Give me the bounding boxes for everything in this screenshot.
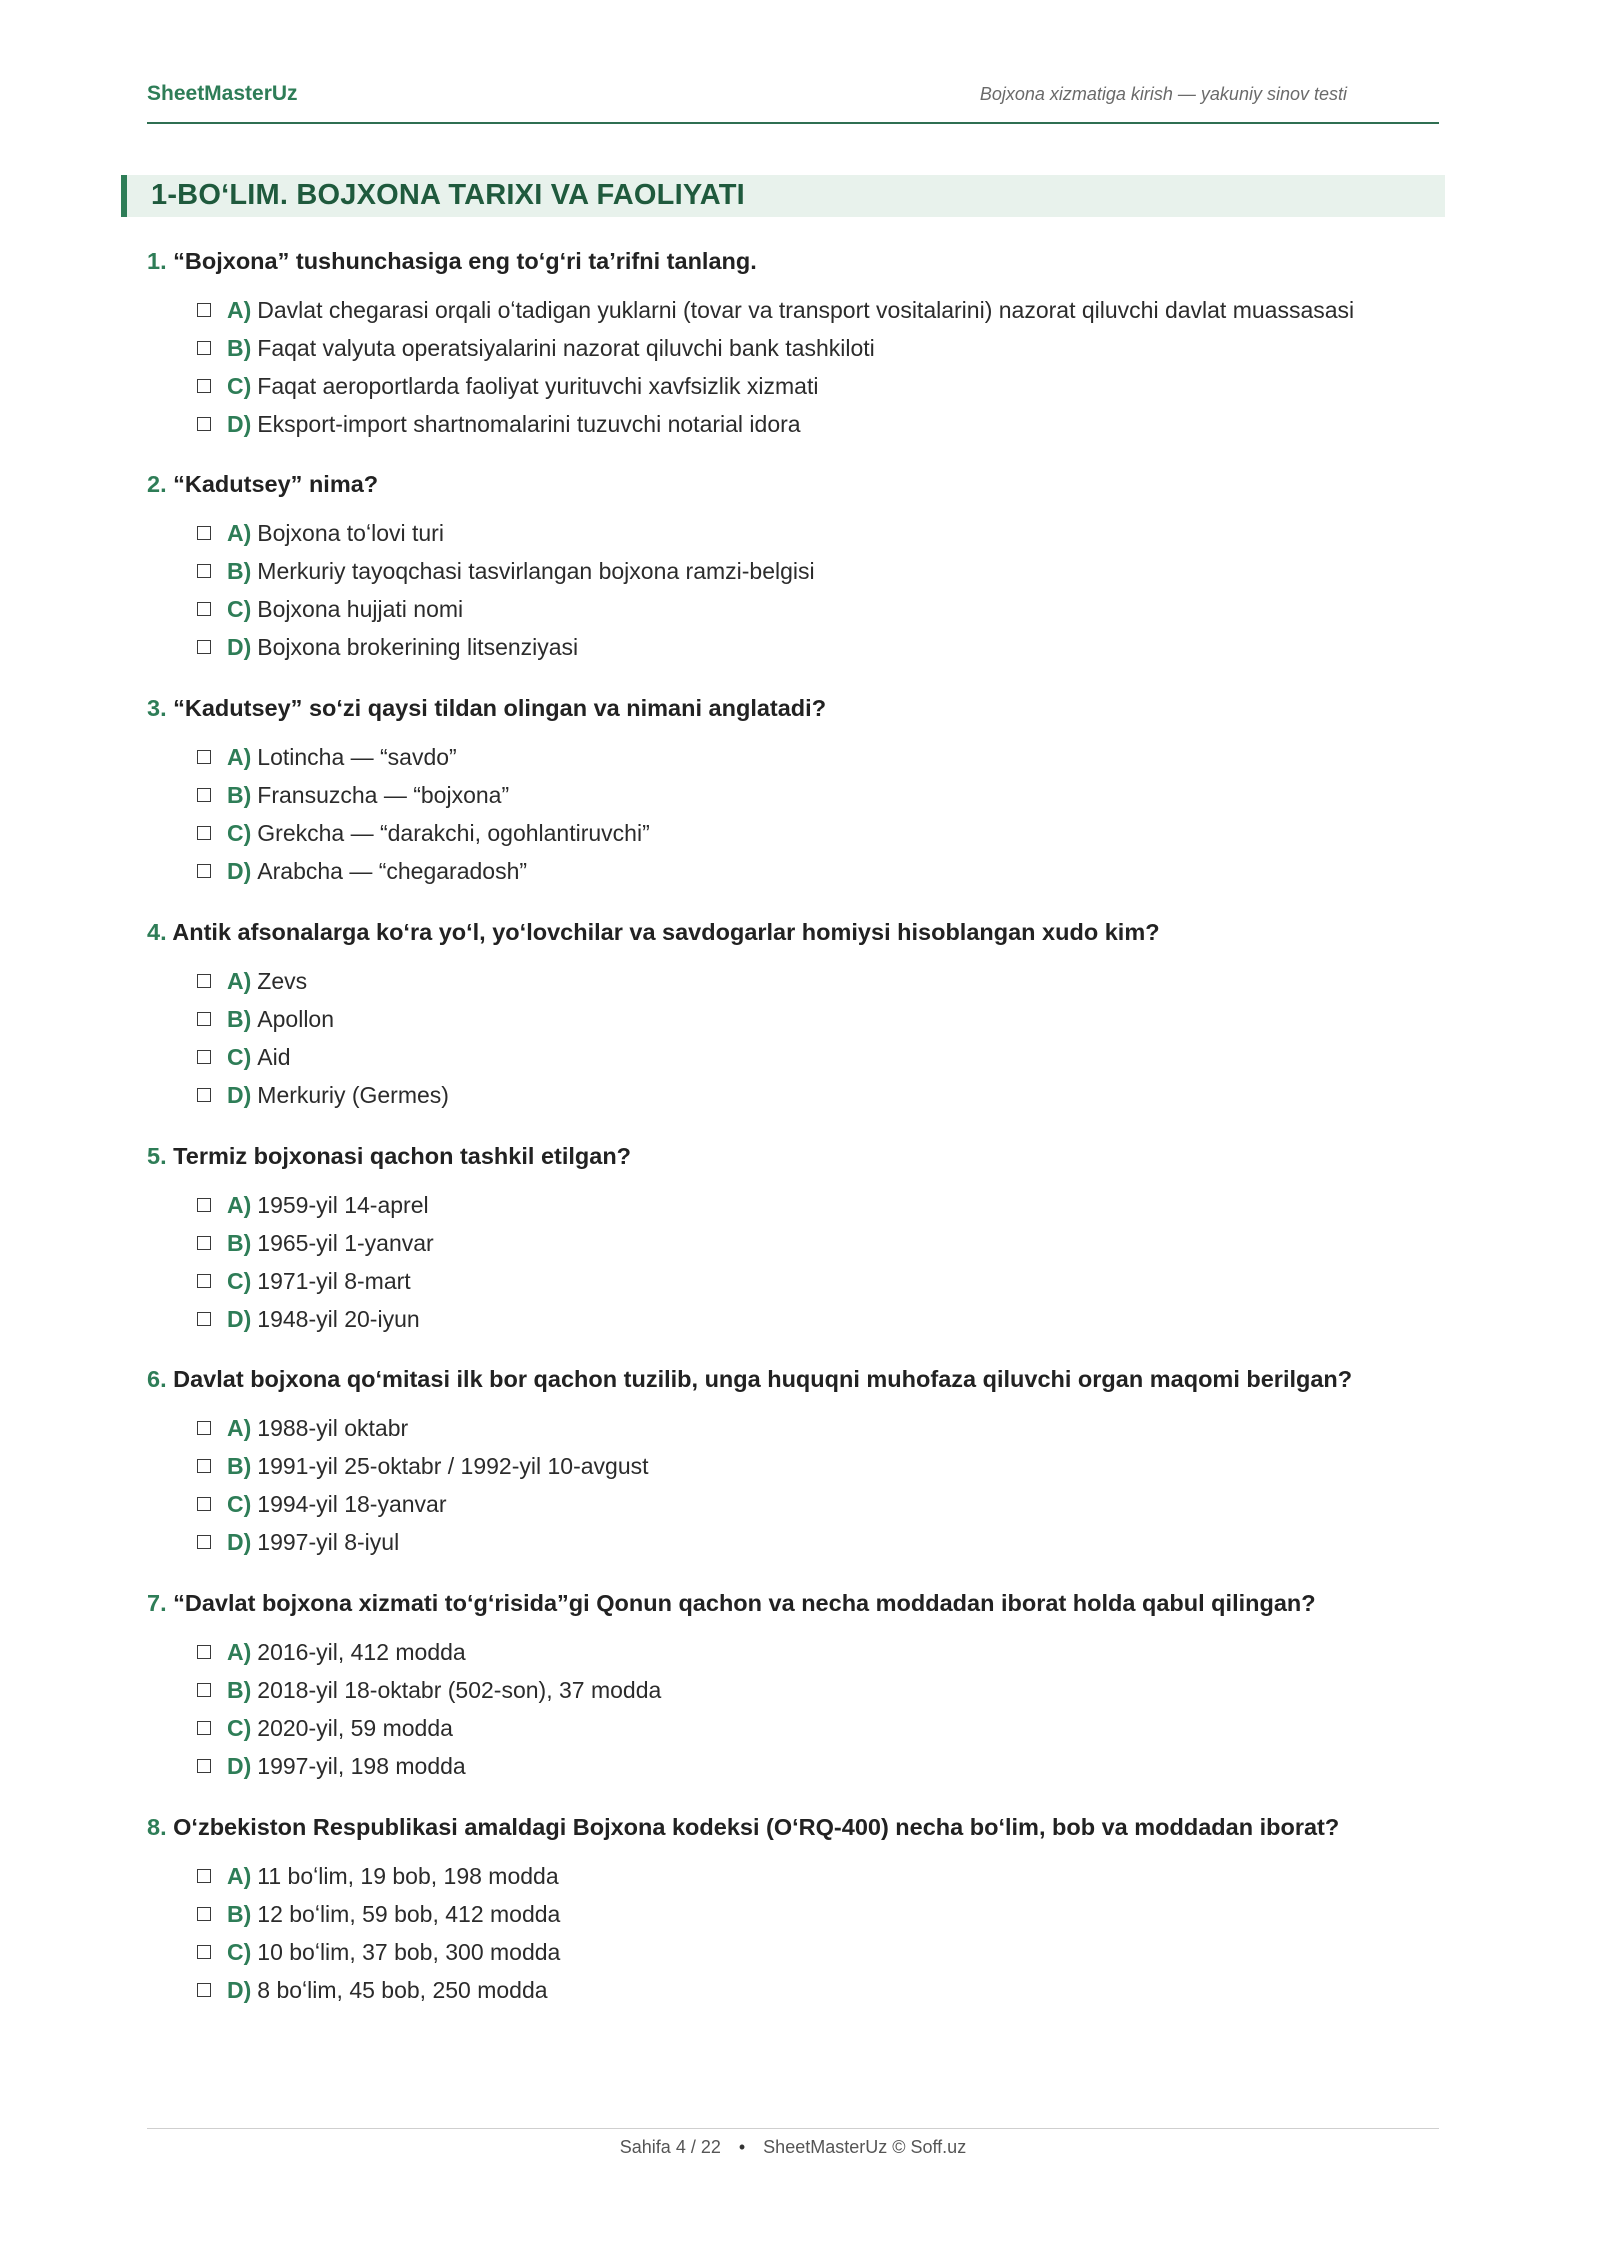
answer-option[interactable] <box>197 1895 1439 1933</box>
answer-options <box>147 514 1439 666</box>
question-title <box>147 692 1439 724</box>
option-letter: A) <box>227 1639 252 1665</box>
question-title <box>147 468 1439 500</box>
answer-options <box>147 1409 1439 1561</box>
question-number: 4. <box>147 919 167 945</box>
option-letter: B) <box>227 1677 252 1703</box>
option-text: 1965-yil 1-yanvar <box>257 1230 434 1256</box>
option-text: 1991-yil 25-oktabr / 1992-yil 10-avgust <box>257 1453 649 1479</box>
option-text: 11 boʻlim, 19 bob, 198 modda <box>257 1863 559 1889</box>
answer-option[interactable] <box>197 1933 1439 1971</box>
question-number: 2. <box>147 471 167 497</box>
option-text: 1959-yil 14-aprel <box>257 1192 429 1218</box>
option-letter: D) <box>227 1306 252 1332</box>
section-heading <box>121 175 1445 217</box>
checkbox[interactable] <box>197 303 211 317</box>
question-title <box>147 1140 1439 1172</box>
brand-name: SheetMasterUz <box>147 82 298 105</box>
checkbox[interactable] <box>197 640 211 654</box>
answer-option[interactable] <box>197 1747 1439 1785</box>
option-letter: C) <box>227 596 252 622</box>
option-text: 8 boʻlim, 45 bob, 250 modda <box>257 1977 548 2003</box>
question-number: 1. <box>147 248 167 274</box>
answer-option[interactable] <box>197 776 1439 814</box>
option-letter: D) <box>227 858 252 884</box>
option-letter: A) <box>227 520 252 546</box>
checkbox[interactable] <box>197 974 211 988</box>
answer-option[interactable] <box>197 1038 1439 1076</box>
option-letter: D) <box>227 1529 252 1555</box>
checkbox[interactable] <box>197 1945 211 1959</box>
option-text: 12 boʻlim, 59 bob, 412 modda <box>257 1901 561 1927</box>
option-letter: D) <box>227 1082 252 1108</box>
answer-option[interactable] <box>197 1523 1439 1561</box>
option-letter: B) <box>227 558 252 584</box>
answer-option[interactable] <box>197 1000 1439 1038</box>
answer-option[interactable] <box>197 1262 1439 1300</box>
option-letter: B) <box>227 1901 252 1927</box>
checkbox[interactable] <box>197 1759 211 1773</box>
checkbox[interactable] <box>197 1535 211 1549</box>
option-text: Apollon <box>257 1006 335 1032</box>
option-letter: B) <box>227 782 252 808</box>
question-text: Termiz bojxonasi qachon tashkil etilgan? <box>173 1143 632 1169</box>
option-letter: C) <box>227 1491 252 1517</box>
checkbox[interactable] <box>197 788 211 802</box>
answer-option[interactable] <box>197 367 1439 405</box>
answer-options <box>147 291 1439 443</box>
option-text: 10 boʻlim, 37 bob, 300 modda <box>257 1939 561 1965</box>
option-text: Merkuriy (Germes) <box>257 1082 449 1108</box>
question-title <box>147 245 1439 277</box>
option-letter: C) <box>227 1939 252 1965</box>
checkbox[interactable] <box>197 864 211 878</box>
answer-options <box>147 962 1439 1114</box>
question-8 <box>147 1811 1439 2009</box>
question-7 <box>147 1587 1439 1785</box>
checkbox[interactable] <box>197 1236 211 1250</box>
checkbox[interactable] <box>197 564 211 578</box>
option-text: 1971-yil 8-mart <box>257 1268 411 1294</box>
option-text: Davlat chegarasi orqali oʻtadigan yuklarni (tovar va transport vositalarini) nazorat qiluvchi davlat muassasasi <box>257 297 1355 323</box>
question-text: “Kadutsey” soʻzi qaysi tildan olingan va nimani anglatadi? <box>173 695 827 721</box>
option-text: Fransuzcha — “bojxona” <box>257 782 510 808</box>
question-text: Oʻzbekiston Respublikasi amaldagi Bojxona kodeksi (OʻRQ-400) necha boʻlim, bob va moddadan iborat? <box>173 1814 1340 1840</box>
answer-option[interactable] <box>197 1485 1439 1523</box>
answer-option[interactable] <box>197 814 1439 852</box>
option-text: Lotincha — “savdo” <box>257 744 457 770</box>
option-text: Merkuriy tayoqchasi tasvirlangan bojxona ramzi-belgisi <box>257 558 815 584</box>
page-footer <box>147 2137 1439 2158</box>
checkbox[interactable] <box>197 417 211 431</box>
option-text: Eksport-import shartnomalarini tuzuvchi notarial idora <box>257 411 801 437</box>
option-letter: C) <box>227 1715 252 1741</box>
checkbox[interactable] <box>197 1683 211 1697</box>
answer-option[interactable] <box>197 1076 1439 1114</box>
checkbox[interactable] <box>197 379 211 393</box>
question-5 <box>147 1140 1439 1338</box>
option-letter: C) <box>227 373 252 399</box>
checkbox[interactable] <box>197 1421 211 1435</box>
option-letter: A) <box>227 744 252 770</box>
option-text: Faqat aeroportlarda faoliyat yurituvchi xavfsizlik xizmati <box>257 373 819 399</box>
checkbox[interactable] <box>197 341 211 355</box>
question-number: 7. <box>147 1590 167 1616</box>
checkbox[interactable] <box>197 1198 211 1212</box>
option-letter: D) <box>227 411 252 437</box>
answer-option[interactable] <box>197 590 1439 628</box>
answer-option[interactable] <box>197 628 1439 666</box>
option-letter: A) <box>227 1192 252 1218</box>
option-text: Zevs <box>257 968 308 994</box>
checkbox[interactable] <box>197 526 211 540</box>
question-text: Antik afsonalarga koʻra yoʻl, yoʻlovchilar va savdogarlar homiysi hisoblangan xudo kim? <box>172 919 1160 945</box>
checkbox[interactable] <box>197 826 211 840</box>
answer-option[interactable] <box>197 852 1439 890</box>
option-letter: A) <box>227 1415 252 1441</box>
answer-option[interactable] <box>197 962 1439 1000</box>
question-text: “Davlat bojxona xizmati toʻgʻrisida”gi Qonun qachon va necha moddadan iborat holda qabul qilingan? <box>173 1590 1316 1616</box>
answer-option[interactable] <box>197 1671 1439 1709</box>
section-title: 1-BOʻLIM. BOJXONA TARIXI VA FAOLIYATI <box>151 179 745 211</box>
option-letter: D) <box>227 1977 252 2003</box>
answer-option[interactable] <box>197 1300 1439 1338</box>
checkbox[interactable] <box>197 750 211 764</box>
question-number: 5. <box>147 1143 167 1169</box>
option-text: 1997-yil, 198 modda <box>257 1753 466 1779</box>
checkbox[interactable] <box>197 1983 211 1997</box>
option-text: Grekcha — “darakchi, ogohlantiruvchi” <box>257 820 650 846</box>
option-letter: B) <box>227 1230 252 1256</box>
checkbox[interactable] <box>197 1050 211 1064</box>
option-letter: D) <box>227 634 252 660</box>
answer-option[interactable] <box>197 738 1439 776</box>
question-title <box>147 1363 1439 1395</box>
checkbox[interactable] <box>197 1721 211 1735</box>
question-6 <box>147 1363 1439 1561</box>
answer-option[interactable] <box>197 1857 1439 1895</box>
checkbox[interactable] <box>197 1012 211 1026</box>
option-text: 1948-yil 20-iyun <box>257 1306 420 1332</box>
option-letter: B) <box>227 1006 252 1032</box>
answer-option[interactable] <box>197 1186 1439 1224</box>
answer-option[interactable] <box>197 1633 1439 1671</box>
question-text: “Kadutsey” nima? <box>173 471 379 497</box>
checkbox[interactable] <box>197 1459 211 1473</box>
document-page <box>147 0 1439 2262</box>
option-letter: C) <box>227 1044 252 1070</box>
checkbox[interactable] <box>197 602 211 616</box>
question-text: Davlat bojxona qoʻmitasi ilk bor qachon tuzilib, unga huquqni muhofaza qiluvchi organ maqomi berilgan? <box>173 1366 1353 1392</box>
question-1 <box>147 245 1439 443</box>
option-text: Bojxona brokerining litsenziyasi <box>257 634 579 660</box>
footer-copyright: SheetMasterUz © Soff.uz <box>763 2137 967 2157</box>
option-text: 2018-yil 18-oktabr (502-son), 37 modda <box>257 1677 662 1703</box>
question-title <box>147 1587 1439 1619</box>
question-4 <box>147 916 1439 1114</box>
option-text: Aid <box>257 1044 291 1070</box>
checkbox[interactable] <box>197 1088 211 1102</box>
answer-option[interactable] <box>197 1709 1439 1747</box>
checkbox[interactable] <box>197 1907 211 1921</box>
option-letter: B) <box>227 335 252 361</box>
question-title <box>147 1811 1439 1843</box>
question-number: 8. <box>147 1814 167 1840</box>
option-text: 2020-yil, 59 modda <box>257 1715 453 1741</box>
answer-option[interactable] <box>197 1971 1439 2009</box>
answer-option[interactable] <box>197 1224 1439 1262</box>
question-number: 3. <box>147 695 167 721</box>
answer-options <box>147 1186 1439 1338</box>
option-letter: A) <box>227 297 252 323</box>
answer-option[interactable] <box>197 291 1439 329</box>
checkbox[interactable] <box>197 1645 211 1659</box>
document-title: Bojxona xizmatiga kirish — yakuniy sinov testi <box>979 84 1347 104</box>
answer-option[interactable] <box>197 1447 1439 1485</box>
question-text: “Bojxona” tushunchasiga eng toʻgʻri taʼrifni tanlang. <box>173 248 757 274</box>
option-letter: C) <box>227 820 252 846</box>
answer-option[interactable] <box>197 1409 1439 1447</box>
question-2 <box>147 468 1439 666</box>
option-text: 2016-yil, 412 modda <box>257 1639 466 1665</box>
page-header <box>147 78 1439 124</box>
answer-options <box>147 1857 1439 2009</box>
option-letter: A) <box>227 1863 252 1889</box>
answer-options <box>147 738 1439 890</box>
option-text: 1988-yil oktabr <box>257 1415 409 1441</box>
option-letter: D) <box>227 1753 252 1779</box>
question-number: 6. <box>147 1366 167 1392</box>
answer-options <box>147 1633 1439 1785</box>
footer-separator: • <box>738 2137 746 2157</box>
option-text: 1997-yil 8-iyul <box>257 1529 400 1555</box>
option-text: 1994-yil 18-yanvar <box>257 1491 447 1517</box>
footer-divider <box>147 2128 1439 2129</box>
option-letter: C) <box>227 1268 252 1294</box>
page-number: Sahifa 4 / 22 <box>619 2137 721 2157</box>
option-letter: B) <box>227 1453 252 1479</box>
option-text: Bojxona hujjati nomi <box>257 596 464 622</box>
option-letter: A) <box>227 968 252 994</box>
checkbox[interactable] <box>197 1869 211 1883</box>
option-text: Faqat valyuta operatsiyalarini nazorat qiluvchi bank tashkiloti <box>257 335 875 361</box>
option-text: Arabcha — “chegaradosh” <box>257 858 528 884</box>
question-3 <box>147 692 1439 890</box>
answer-option[interactable] <box>197 552 1439 590</box>
answer-option[interactable] <box>197 514 1439 552</box>
question-title <box>147 916 1439 948</box>
answer-option[interactable] <box>197 329 1439 367</box>
answer-option[interactable] <box>197 405 1439 443</box>
option-text: Bojxona toʻlovi turi <box>257 520 444 546</box>
checkbox[interactable] <box>197 1312 211 1326</box>
checkbox[interactable] <box>197 1274 211 1288</box>
checkbox[interactable] <box>197 1497 211 1511</box>
